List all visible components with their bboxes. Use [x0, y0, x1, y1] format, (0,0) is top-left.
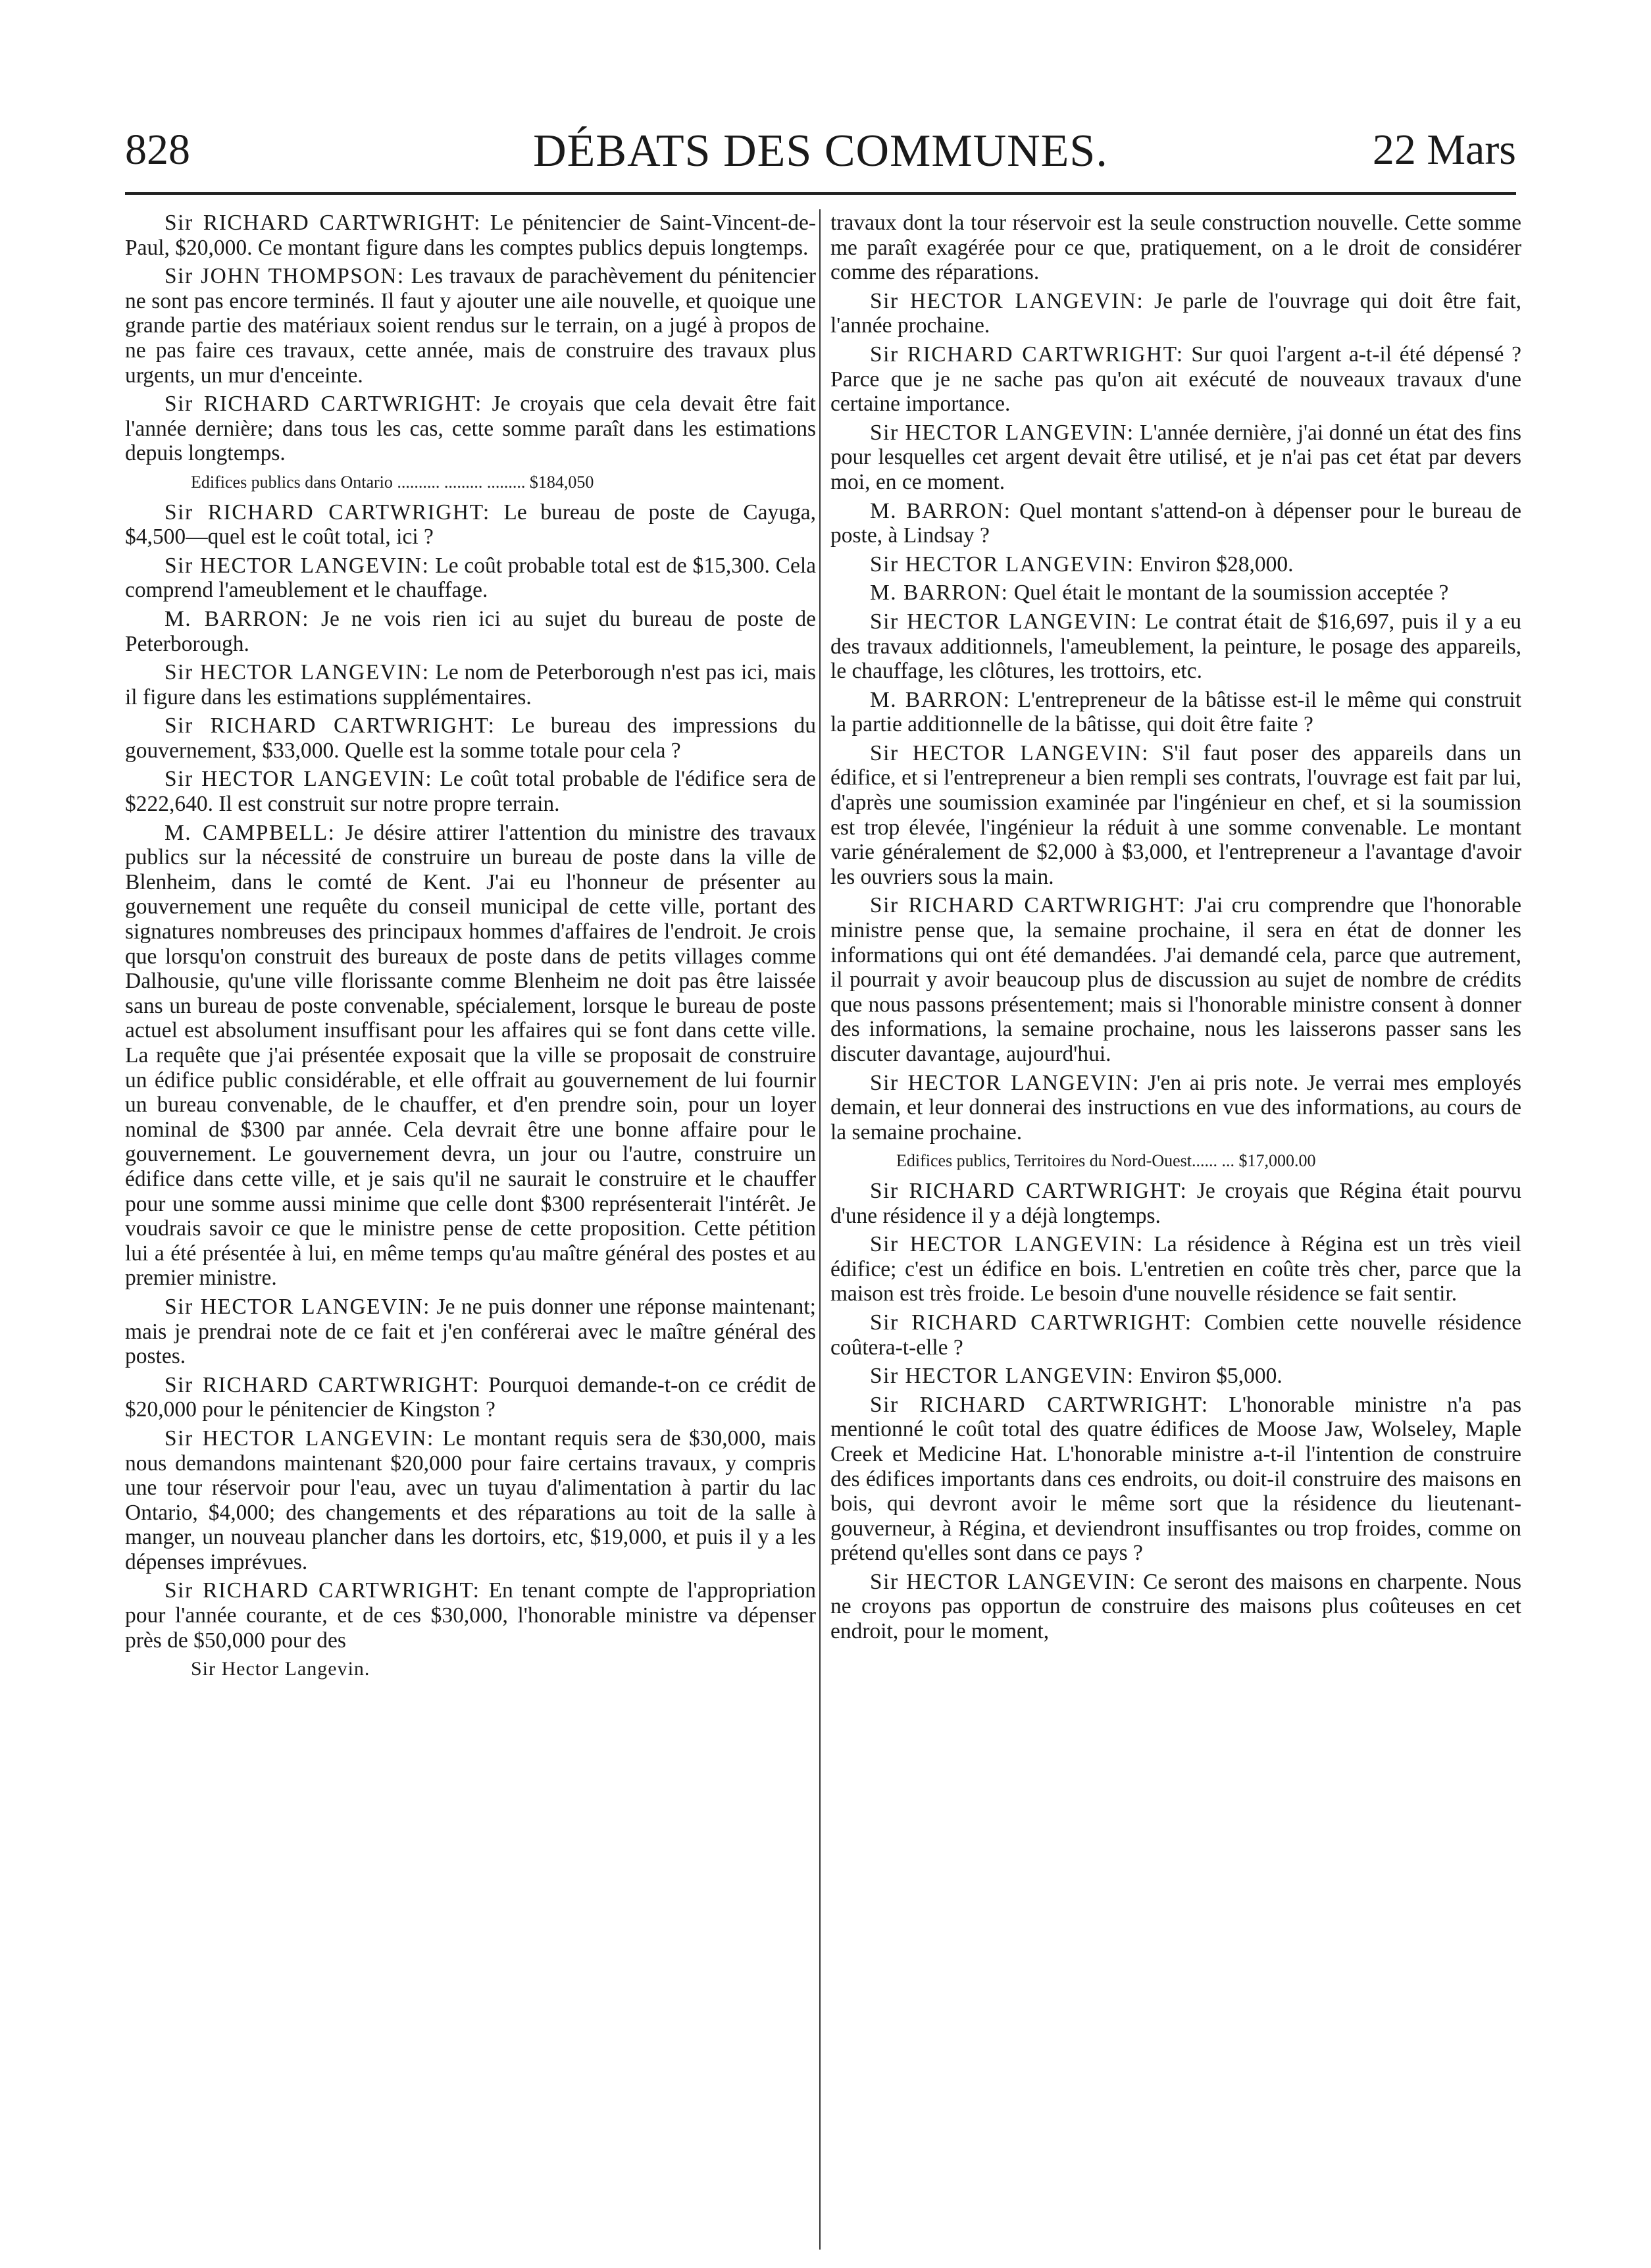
speech-paragraph — [830, 342, 1521, 417]
page-number: 828 — [125, 126, 190, 174]
estimate-item: Edifices publics dans Ontario .......... ......... ......... $184,050 — [191, 472, 594, 492]
speaker-name: M. BARRON: — [870, 498, 1011, 523]
speaker-name: Sir HECTOR LANGEVIN: — [165, 767, 433, 792]
speech-paragraph — [830, 211, 1521, 285]
speaker-name: Sir HECTOR LANGEVIN: — [870, 420, 1134, 445]
speech-paragraph — [125, 607, 816, 656]
speaker-name: Sir HECTOR LANGEVIN: — [870, 288, 1144, 313]
speech-text: Environ $28,000. — [1134, 552, 1294, 577]
speech-text: Je parle de l'ouvrage qui doit être fait, l'année prochaine. — [830, 288, 1521, 338]
speaker-name: M. BARRON: — [870, 580, 1009, 606]
speaker-name: Sir RICHARD CARTWRIGHT: — [165, 392, 482, 417]
speech-paragraph — [125, 1578, 816, 1653]
speech-text: Je désire attirer l'attention du ministre des travaux publics sur la nécessité de construire un bureau de poste dans la ville de Blenheim, dans le comté de Kent. J'ai eu l'honneur de présenter au gouvernement une requête du conseil municipal de cette ville, portant des signatures nombreuses des principaux hommes d'affaires de l'endroit. Je crois que lorsqu'on construit des bureaux de poste dans de petits villages comme Dalhousie, qu'une ville florissante comme Blenheim ne doit pas être laissée sans un bureau de poste convenable, spécialement, lorsque le bureau de poste actuel est absolument insuffisant pour les affaires qui se font dans cette ville. La requête que j'ai présentée exposait que la ville se proposait de construire un édifice public considérable, et elle offrait au gouvernement de lui fournir un bureau convenable, de le chauffer, et d'en prendre soin, pour un loyer nominal de $300 par année. Cela devrait être une bonne affaire pour le gouvernement. Le gouvernement devra, un jour ou l'autre, construire un édifice dans cette ville, et je sais qu'il ne saurait le construire et le chauffer pour une somme aussi minime que celle dont $300 représenterait l'intérêt. Je voudrais savoir ce que le ministre pense de cette proposition. Cette pétition lui a été présentée à lui, en même temps qu'au maître général des postes et au premier ministre. — [125, 820, 816, 1291]
speaker-name: Sir HECTOR LANGEVIN: — [870, 1070, 1140, 1095]
speech-text: L'honorable ministre n'a pas mentionné le coût total des quatre édifices de Moose Jaw, Wolseley, Maple Creek et Medicine Hat. L'honorable ministre a-t-il l'intention de construire des édifices importants dans ces endroits, ou doit-il construire des maisons en bois, qui devront avoir le même sort que la résidence du lieutenant-gouverneur, à Régina, et deviendront insuffisantes ou trop froides, comme on prétend qu'elles sont dans ce pays ? — [830, 1392, 1521, 1566]
speech-paragraph — [125, 767, 816, 816]
speaker-name: Sir RICHARD CARTWRIGHT: — [165, 1372, 480, 1397]
speech-text: S'il faut poser des appareils dans un édifice, et si l'entrepreneur a bien rempli ses contrats, l'ouvrage est fait par lui, d'après une soumission examinée par l'ingénieur en chef, et si la soumission est trop élevée, l'ingénieur la réduit à une somme convenable. Le montant varie généralement de $2,000 à $3,000, et l'entrepreneur a l'avantage d'avoir les ouvriers sous la main. — [830, 740, 1521, 889]
speech-text: Pourquoi demande-t-on ce crédit de $20,000 pour le pénitencier de Kingston ? — [125, 1372, 816, 1422]
speaker-name: Sir RICHARD CARTWRIGHT: — [870, 1310, 1192, 1335]
speech-text: L'année dernière, j'ai donné un état des fins pour lesquelles cet argent devait être utilisé, et je n'ai pas cet état par devers moi, en ce moment. — [830, 420, 1521, 494]
speech-text: Le bureau de poste de Cayuga, $4,500—quel est le coût total, ici ? — [125, 500, 816, 550]
speech-text: Combien cette nouvelle résidence coûtera-t-elle ? — [830, 1310, 1521, 1360]
speech-paragraph — [830, 609, 1521, 684]
right-column — [830, 211, 1521, 1648]
speech-paragraph — [125, 660, 816, 709]
speech-text: Environ $5,000. — [1134, 1364, 1283, 1389]
speech-text: Le nom de Peterborough n'est pas ici, mais il figure dans les estimations supplémentaires. — [125, 660, 817, 709]
speaker-name: Sir RICHARD CARTWRIGHT: — [165, 1578, 480, 1603]
speaker-name: Sir RICHARD CARTWRIGHT: — [870, 1178, 1188, 1203]
speech-paragraph — [125, 500, 816, 550]
speech-text: Le coût probable total est de $15,300. Cela comprend l'ameublement et le chauffage. — [125, 553, 816, 603]
speech-paragraph — [830, 1232, 1521, 1306]
speech-text: Le coût total probable de l'édifice sera de $222,640. Il est construit sur notre propre terrain. — [125, 767, 817, 817]
speech-paragraph — [125, 554, 816, 603]
speaker-name: Sir HECTOR LANGEVIN: — [870, 609, 1138, 634]
speaker-name: Sir HECTOR LANGEVIN: — [870, 1232, 1144, 1257]
speech-paragraph — [125, 713, 816, 763]
speech-text: Sur quoi l'argent a-t-il été dépensé ? Parce que je ne sache pas qu'on ait exécuté de nouveaux travaux d'une certaine importance. — [830, 342, 1521, 417]
running-signature: Sir Hector Langevin. — [191, 1658, 370, 1680]
speaker-name: Sir HECTOR LANGEVIN: — [870, 1364, 1134, 1389]
speech-paragraph — [125, 1295, 816, 1369]
speech-paragraph — [830, 893, 1521, 1066]
speech-text: J'ai cru comprendre que l'honorable ministre pense que, la semaine prochaine, il sera en état de donner les informations qui ont été demandées. J'ai demandé cela, parce que autrement, il pourrait y avoir beaucoup plus de discussion au sujet de nombre de crédits que nous passons présentement; mais si l'honorable ministre consent à donner des informations, la semaine prochaine, nous les laisserons passer sans les discuter davantage, aujourd'hui. — [830, 893, 1521, 1066]
speech-text: Le montant requis sera de $30,000, mais nous demandons maintenant $20,000 pour faire certains travaux, y compris une tour réservoir pour l'eau, avec un tuyau d'alimentation à partir du lac Ontario, $4,000; des changements et des réparations au toit de la salle à manger, un nouveau plancher dans les dortoirs, etc, $19,000, et puis il y a les dépenses imprévues. — [125, 1426, 817, 1574]
speech-paragraph — [125, 264, 816, 388]
speaker-name: Sir RICHARD CARTWRIGHT: — [165, 713, 495, 738]
speaker-name: Sir HECTOR LANGEVIN: — [165, 553, 430, 578]
speech-text: Quel était le montant de la soumission acceptée ? — [1008, 580, 1449, 606]
speech-text: Les travaux de parachèvement du pénitencier ne sont pas encore terminés. Il faut y ajouter une aile nouvelle, et quoique une grande partie des matériaux soient rendus sur le terrain, on a jugé à propos de ne pas faire ces travaux, cette année, mais de construire des travaux plus urgents, un mur d'enceinte. — [125, 264, 816, 388]
speaker-name: Sir HECTOR LANGEVIN: — [870, 1569, 1136, 1594]
speech-text: En tenant compte de l'appropriation pour l'année courante, et de ces $30,000, l'honorable ministre va dépenser près de $50,000 pour des — [125, 1578, 816, 1653]
speaker-name: Sir JOHN THOMPSON: — [165, 264, 405, 289]
estimate-item: Edifices publics, Territoires du Nord-Ouest...... ... $17,000.00 — [896, 1151, 1316, 1171]
speech-paragraph — [830, 1179, 1521, 1228]
speaker-name: M. BARRON: — [870, 687, 1011, 712]
speech-text: L'entrepreneur de la bâtisse est-il le même qui construit la partie additionnelle de la bâtisse, qui doit être faite ? — [830, 687, 1521, 737]
speaker-name: Sir RICHARD CARTWRIGHT: — [870, 1392, 1209, 1417]
speech-paragraph — [830, 499, 1521, 548]
speech-text: Quel montant s'attend-on à dépenser pour le bureau de poste, à Lindsay ? — [830, 498, 1521, 548]
speech-paragraph — [830, 688, 1521, 737]
speech-paragraph — [830, 289, 1521, 338]
speech-paragraph — [830, 421, 1521, 495]
page-title: DÉBATS DES COMMUNES. — [533, 126, 1108, 176]
speech-paragraph — [125, 211, 816, 260]
speech-paragraph — [830, 1364, 1521, 1389]
speech-text: Je ne puis donner une réponse maintenant; mais je prendrai note de ce fait et j'en conférerai avec le maître général des postes. — [125, 1294, 816, 1369]
speech-text: J'en ai pris note. Je verrai mes employés demain, et leur donnerai des instructions en vue des informations, au cours de la semaine prochaine. — [830, 1070, 1521, 1145]
column-divider — [819, 209, 821, 2250]
speech-paragraph — [125, 1426, 816, 1575]
speech-paragraph — [830, 1310, 1521, 1360]
speech-paragraph — [125, 1373, 816, 1422]
left-column — [125, 211, 816, 1686]
speech-text: travaux dont la tour réservoir est la seule construction nouvelle. Cette somme me paraît exagérée pour ce que, pratiquement, on a le droit de considérer comme des réparations. — [830, 211, 1521, 285]
speech-text: Le contrat était de $16,697, puis il y a eu des travaux additionnels, l'ameublement, la peinture, le posage des appareils, le chauffage, les clôtures, les trottoirs, etc. — [830, 609, 1522, 684]
speech-paragraph — [125, 821, 816, 1291]
speech-paragraph — [830, 552, 1521, 577]
page-header — [125, 125, 1516, 184]
speech-paragraph — [125, 392, 816, 466]
speech-text: Le bureau des impressions du gouvernement, $33,000. Quelle est la somme totale pour cela ? — [125, 713, 816, 763]
speaker-name: Sir RICHARD CARTWRIGHT: — [870, 342, 1184, 367]
page-date: 22 Mars — [1372, 126, 1516, 174]
speaker-name: Sir RICHARD CARTWRIGHT: — [165, 500, 490, 525]
speech-text: Ce seront des maisons en charpente. Nous ne croyons pas opportun de construire des maisons plus coûteuses en cet endroit, pour le moment, — [830, 1569, 1521, 1644]
speaker-name: Sir HECTOR LANGEVIN: — [165, 1294, 430, 1319]
speaker-name: Sir HECTOR LANGEVIN: — [165, 1426, 434, 1451]
speaker-name: Sir HECTOR LANGEVIN: — [870, 740, 1150, 765]
speech-text: Je ne vois rien ici au sujet du bureau de poste de Peterborough. — [125, 606, 816, 656]
speech-text: Je croyais que cela devait être fait l'année dernière; dans tous les cas, cette somme paraît dans les estimations depuis longtemps. — [125, 392, 816, 466]
speaker-name: Sir HECTOR LANGEVIN: — [165, 660, 430, 685]
speech-paragraph — [830, 580, 1521, 606]
speech-text: Je croyais que Régina était pourvu d'une résidence il y a déjà longtemps. — [830, 1178, 1521, 1228]
speaker-name: M. BARRON: — [165, 606, 310, 631]
speech-text: Le pénitencier de Saint-Vincent-de-Paul, $20,000. Ce montant figure dans les comptes publics depuis longtemps. — [125, 211, 816, 260]
speech-text: La résidence à Régina est un très vieil édifice; c'est un édifice en bois. L'entretien en coûte très cher, parce que la maison est très froide. Le besoin d'une nouvelle résidence se fait sentir. — [830, 1232, 1521, 1306]
speaker-name: Sir RICHARD CARTWRIGHT: — [165, 211, 481, 235]
speech-paragraph — [830, 1071, 1521, 1145]
speaker-name: Sir RICHARD CARTWRIGHT: — [870, 893, 1186, 918]
speaker-name: M. CAMPBELL: — [165, 820, 336, 845]
header-rule — [125, 192, 1516, 195]
speech-paragraph — [830, 741, 1521, 890]
speech-paragraph — [830, 1393, 1521, 1566]
speaker-name: Sir HECTOR LANGEVIN: — [870, 552, 1134, 577]
speech-paragraph — [830, 1570, 1521, 1644]
